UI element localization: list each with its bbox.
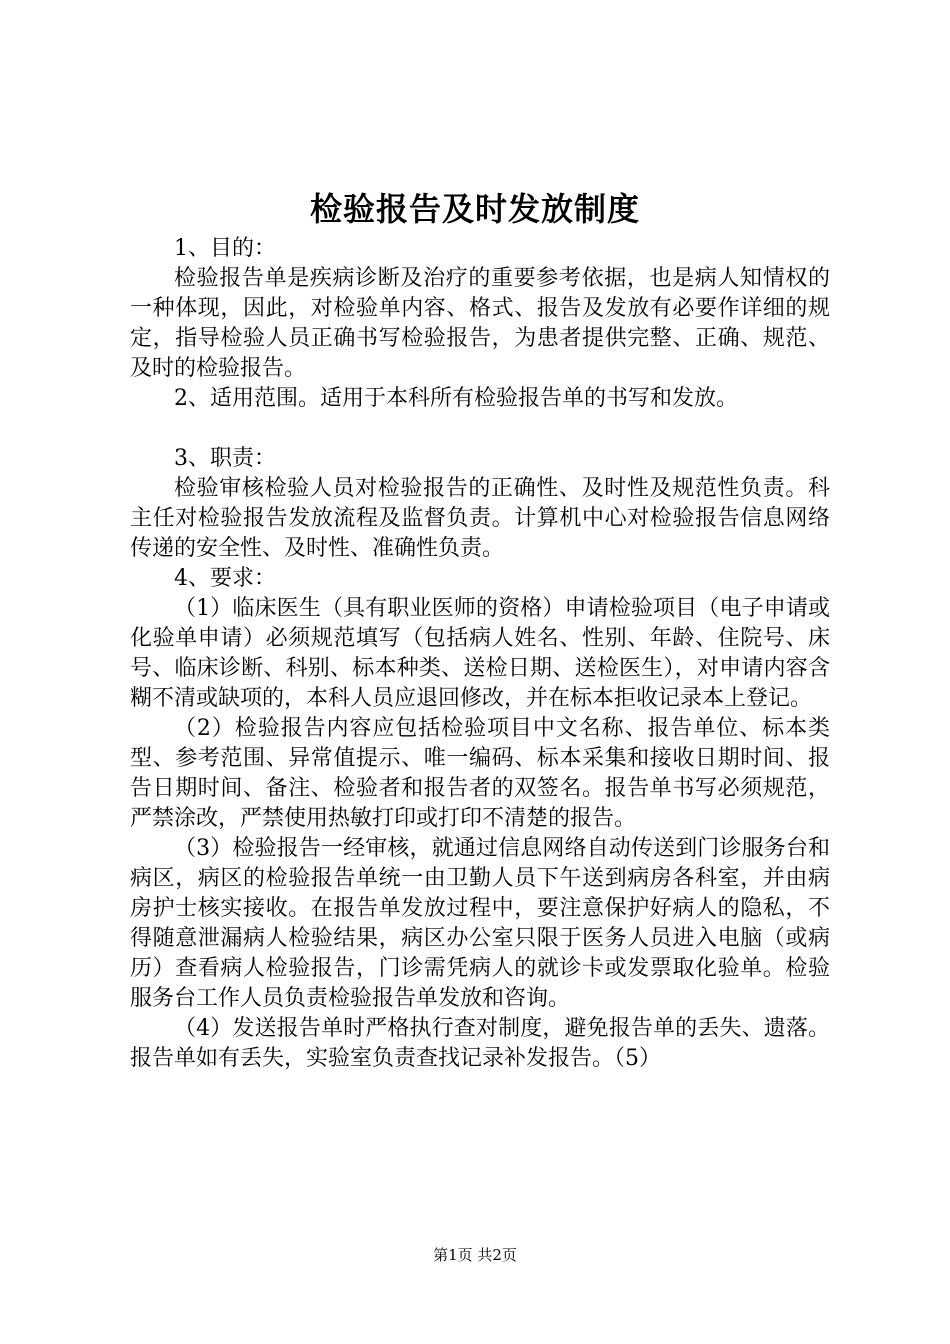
page-number-footer: 第1页 共2页 [433, 1246, 517, 1264]
section-heading-scope: 2、适用范围。适用于本科所有检验报告单的书写和发放。 [174, 386, 738, 411]
section-heading-purpose: 1、目的： [174, 236, 276, 261]
paragraph-requirement-4: （4）发送报告单时严格执行查对制度，避免报告单的丢失、遗落。报告单如有丢失，实验室负责查找记录补发报告。（5） [130, 1016, 830, 1071]
document-body [130, 234, 830, 1074]
paragraph-requirement-3: （3）检验报告一经审核，就通过信息网络自动传送到门诊服务台和病区，病区的检验报告单统一由卫勤人员下午送到病房各科室，并由病房护士核实接收。在报告单发放过程中，要注意保护好病人的隐私，不得随意泄漏病人检验结果，病区办公室只限于医务人员进入电脑（或病历）查看病人检验报告，门诊需凭病人的就诊卡或发票取化验单。检验服务台工作人员负责检验报告单发放和咨询。 [130, 836, 830, 1011]
paragraph-duties: 检验审核检验人员对检验报告的正确性、及时性及规范性负责。科主任对检验报告发放流程及监督负责。计算机中心对检验报告信息网络传递的安全性、及时性、准确性负责。 [130, 476, 830, 561]
document-title: 检验报告及时发放制度 [309, 190, 640, 228]
section-heading-duties: 3、职责： [174, 446, 276, 471]
paragraph-requirement-1: （1）临床医生（具有职业医师的资格）申请检验项目（电子申请或化验单申请）必须规范填写（包括病人姓名、性别、年龄、住院号、床号、临床诊断、科别、标本种类、送检日期、送检医生），对申请内容含糊不清或缺项的，本科人员应退回修改，并在标本拒收记录本上登记。 [130, 596, 830, 711]
paragraph-requirement-2: （2）检验报告内容应包括检验项目中文名称、报告单位、标本类型、参考范围、异常值提示、唯一编码、标本采集和接收日期时间、报告日期时间、备注、检验者和报告者的双签名。报告单书写必须规范，严禁涂改，严禁使用热敏打印或打印不清楚的报告。 [130, 716, 830, 831]
section-heading-requirements: 4、要求： [174, 566, 276, 591]
blank-line [130, 414, 830, 444]
paragraph-purpose: 检验报告单是疾病诊断及治疗的重要参考依据，也是病人知情权的一种体现，因此，对检验单内容、格式、报告及发放有必要作详细的规定，指导检验人员正确书写检验报告，为患者提供完整、正确、规范、及时的检验报告。 [130, 266, 830, 381]
